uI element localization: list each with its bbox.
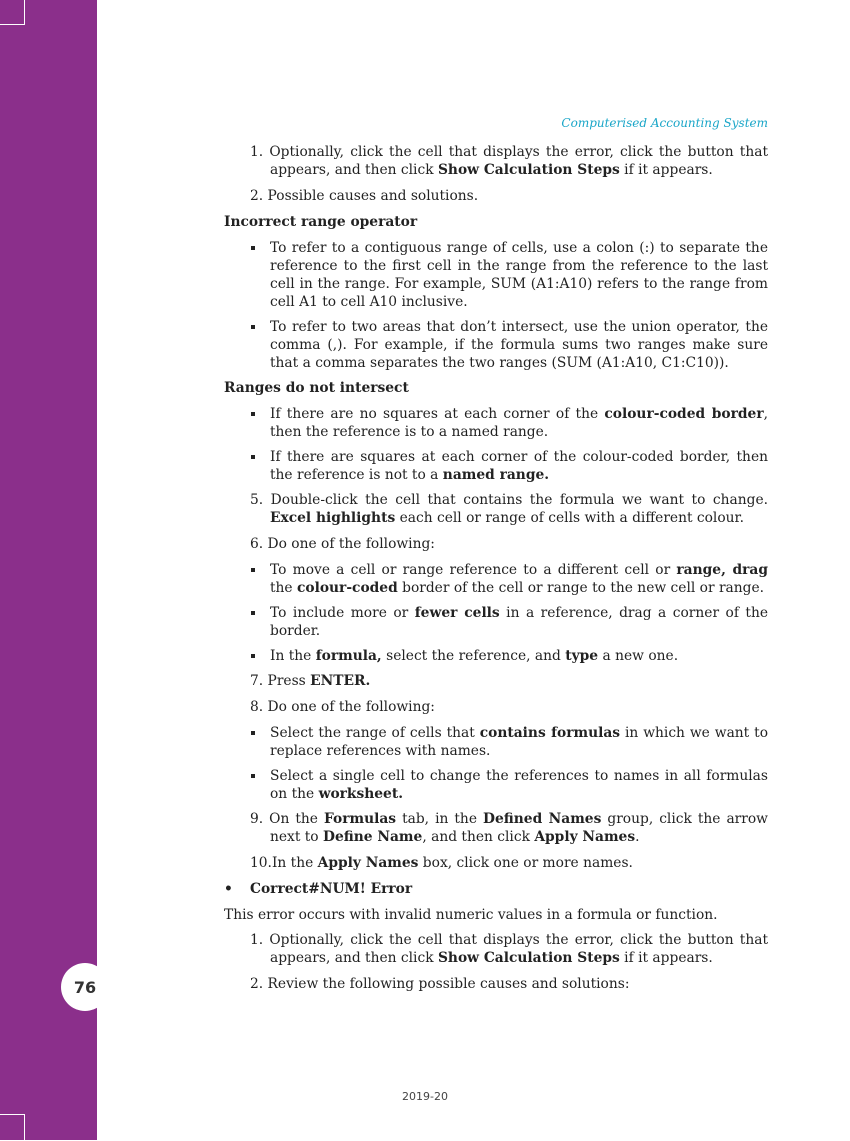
page-number-badge	[61, 963, 109, 1011]
bullet-type-new: In the formula, select the reference, and type a new one.	[224, 647, 768, 665]
page-body	[224, 143, 768, 1001]
heading-ranges-do-not-intersect: Ranges do not intersect	[224, 380, 409, 396]
num-step-1: 1. Optionally, click the cell that displays the error, click the button that appears, and then click Show Calculation Steps if it appears.	[250, 932, 768, 966]
bullet-contiguous-range: To refer to a contiguous range of cells, use a colon (:) to separate the reference to the first cell in the range from the reference to the last cell in the range. For example, SUM (A1:A10) refers to the range from cell A1 to cell A10 inclusive.	[224, 239, 768, 311]
bullet-select-single: Select a single cell to change the references to names in all formulas on the worksheet.	[224, 767, 768, 803]
step-9: 9. On the Formulas tab, in the Defined Names group, click the arrow next to Define Name, and then click Apply Names.	[250, 811, 768, 845]
step-6: 6. Do one of the following:	[250, 536, 435, 552]
bullet-include-cells: To include more or fewer cells in a reference, drag a corner of the border.	[224, 604, 768, 640]
section-num-error: • Correct#NUM! Error	[224, 880, 768, 898]
bullet-move-reference: To move a cell or range reference to a different cell or range, drag the colour-coded border of the cell or range to the new cell or range.	[224, 561, 768, 597]
step-5: 5. Double-click the cell that contains the formula we want to change. Excel highlights each cell or range of cells with a different colour.	[250, 492, 768, 526]
footer-year: 2019-20	[402, 1090, 448, 1103]
crop-mark-top	[0, 0, 25, 25]
step-7: 7. Press ENTER.	[250, 673, 371, 689]
bullet-no-squares: If there are no squares at each corner of the colour-coded border, then the reference is to a named range.	[224, 405, 768, 441]
step-10: 10.In the Apply Names box, click one or more names.	[250, 855, 633, 871]
page-number: 76	[73, 977, 97, 997]
step-8: 8. Do one of the following:	[250, 699, 435, 715]
crop-mark-bottom	[0, 1114, 25, 1141]
num-step-2: 2. Review the following possible causes and solutions:	[250, 976, 630, 992]
step-2: 2. Possible causes and solutions.	[250, 188, 479, 204]
bullet-select-range: Select the range of cells that contains formulas in which we want to replace references with names.	[224, 724, 768, 760]
running-head: Computerised Accounting System	[561, 116, 768, 130]
bullet-squares: If there are squares at each corner of the colour-coded border, then the reference is not to a named range.	[224, 448, 768, 484]
bullet-union-operator: To refer to two areas that don’t intersect, use the union operator, the comma (,). For example, if the formula sums two ranges make sure that a comma separates the two ranges (SUM (A1:A10, C1:C10)).	[224, 318, 768, 372]
heading-incorrect-range-operator: Incorrect range operator	[224, 214, 418, 230]
step-1: 1. Optionally, click the cell that displays the error, click the button that appears, and then click Show Calculation Steps if it appears.	[250, 144, 768, 178]
num-error-description: This error occurs with invalid numeric values in a formula or function.	[224, 907, 718, 923]
